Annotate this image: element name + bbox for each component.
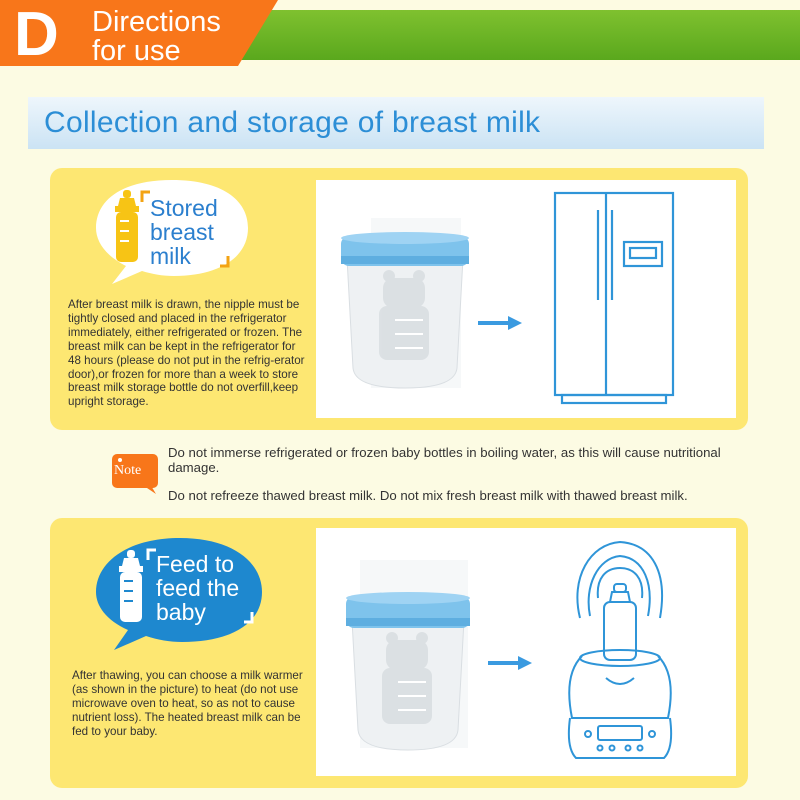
header-title-line2: for use (92, 35, 181, 67)
note-line1: Do not immerse refrigerated or frozen baby bottles in boiling water, as this will cause nutritional damage. (168, 445, 721, 475)
header-green-stripe (235, 10, 800, 60)
feed-baby-title (156, 552, 239, 624)
storage-container-icon (335, 218, 475, 408)
stored-title-line2: breast (150, 219, 214, 245)
bottle-warmer-icon (560, 538, 680, 770)
header-title-line1: Directions (92, 6, 221, 38)
note-badge-label: Note (114, 463, 142, 478)
header-title (92, 8, 262, 66)
stored-title-line1: Stored (150, 195, 218, 221)
stored-milk-body: After breast milk is drawn, the nipple must be tightly closed and placed in the refrigerator immediately, either refrigerated or frozen. The breast milk can be kept in the refrigerator for 48 hours (please do not put in the refrig-erator door),or frozen for more than a week to store breast milk storage bottle do not overfill,keep upright storage. (68, 298, 305, 409)
stored-title-line3: milk (150, 243, 191, 269)
header-letter: D (14, 0, 59, 69)
baby-bottle-icon (116, 550, 146, 628)
arrow-right-icon (488, 656, 534, 670)
note-line2: Do not refreeze thawed breast milk. Do not mix fresh breast milk with thawed breast milk. (168, 488, 688, 503)
feed-title-line3: baby (156, 599, 206, 625)
feed-title-line2: feed the (156, 575, 240, 601)
refrigerator-icon (552, 190, 676, 408)
baby-bottle-icon (112, 190, 142, 268)
arrow-right-icon (478, 316, 524, 330)
feed-baby-body: After thawing, you can choose a milk warmer (as shown in the picture) to heat (do not use microwave oven to heat, so as not to cause nutrient loss). The heated breast milk can be fed to your baby. (72, 669, 303, 738)
stored-milk-title (150, 196, 218, 268)
section-title: Collection and storage of breast milk (44, 106, 541, 139)
feed-title-line1: Feed to (156, 551, 234, 577)
storage-container-icon (338, 560, 478, 760)
header-bar (0, 0, 800, 69)
